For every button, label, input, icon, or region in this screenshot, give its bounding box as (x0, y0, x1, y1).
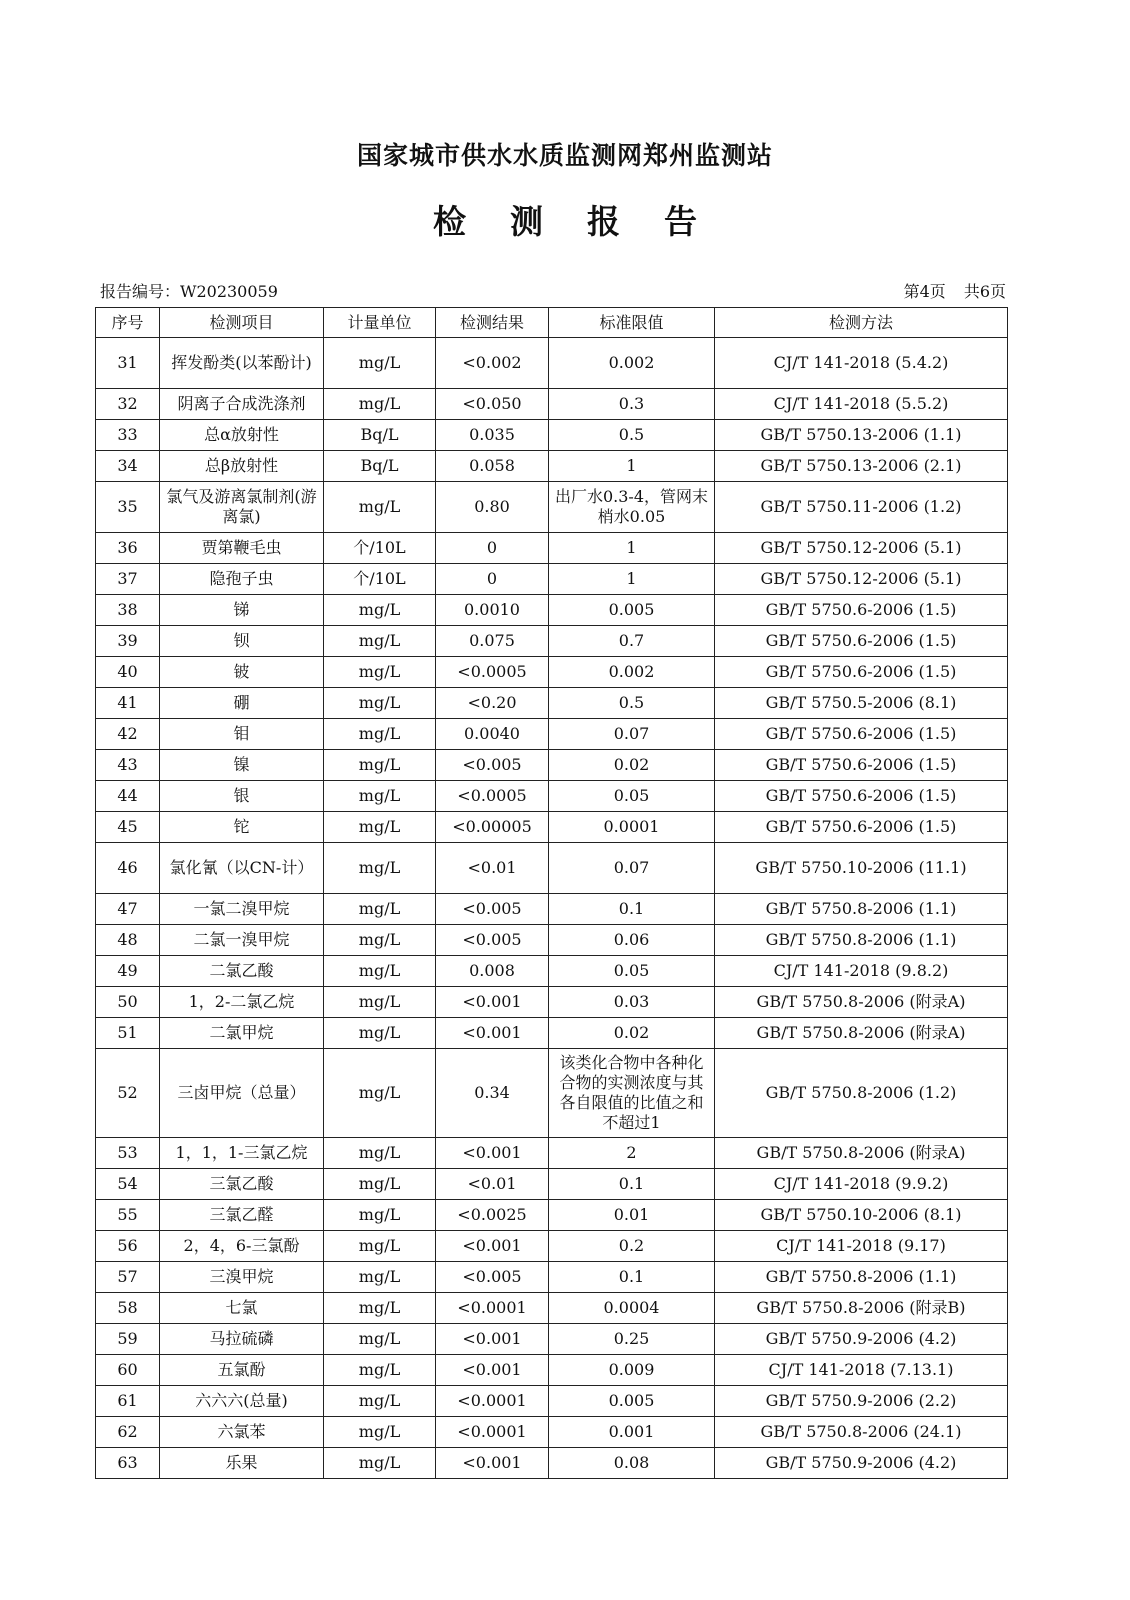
organization-title: 国家城市供水水质监测网郑州监测站 (356, 141, 773, 170)
cell-item: 六氯苯 (160, 1417, 324, 1448)
cell-no: 59 (96, 1324, 160, 1355)
cell-unit: mg/L (324, 1018, 436, 1049)
cell-unit: Bq/L (324, 420, 436, 451)
table-row (96, 688, 1008, 719)
cell-result: <0.00005 (436, 812, 549, 843)
cell-result: <0.005 (436, 925, 549, 956)
cell-result: 0.0010 (436, 595, 549, 626)
cell-unit: mg/L (324, 1262, 436, 1293)
cell-result: <0.005 (436, 894, 549, 925)
cell-unit: mg/L (324, 987, 436, 1018)
cell-item: 银 (160, 781, 324, 812)
cell-no: 39 (96, 626, 160, 657)
table-row (96, 482, 1008, 533)
table-row (96, 595, 1008, 626)
cell-result: 0.80 (436, 482, 549, 533)
cell-method: GB/T 5750.12-2006 (5.1) (715, 533, 1008, 564)
cell-result: <0.001 (436, 1355, 549, 1386)
cell-no: 32 (96, 389, 160, 420)
cell-method: GB/T 5750.9-2006 (4.2) (715, 1324, 1008, 1355)
cell-no: 40 (96, 657, 160, 688)
table-row (96, 843, 1008, 894)
cell-unit: mg/L (324, 1138, 436, 1169)
cell-method: GB/T 5750.9-2006 (4.2) (715, 1448, 1008, 1479)
cell-method: GB/T 5750.13-2006 (1.1) (715, 420, 1008, 451)
cell-item: 七氯 (160, 1293, 324, 1324)
cell-limit: 0.3 (549, 389, 715, 420)
cell-method: GB/T 5750.8-2006 (1.2) (715, 1049, 1008, 1138)
cell-unit: mg/L (324, 1049, 436, 1138)
cell-limit: 0.1 (549, 1262, 715, 1293)
report-title-char: 检 (433, 202, 466, 241)
cell-result: <0.0001 (436, 1386, 549, 1417)
table-row (96, 389, 1008, 420)
cell-result: <0.050 (436, 389, 549, 420)
table-row (96, 1386, 1008, 1417)
cell-limit: 0.5 (549, 420, 715, 451)
table-row (96, 1231, 1008, 1262)
cell-method: CJ/T 141-2018 (9.9.2) (715, 1169, 1008, 1200)
report-title-char: 告 (664, 202, 697, 241)
cell-unit: mg/L (324, 781, 436, 812)
cell-limit: 0.05 (549, 781, 715, 812)
cell-unit: mg/L (324, 482, 436, 533)
cell-method: GB/T 5750.11-2006 (1.2) (715, 482, 1008, 533)
cell-no: 54 (96, 1169, 160, 1200)
cell-method: GB/T 5750.6-2006 (1.5) (715, 719, 1008, 750)
table-row (96, 1448, 1008, 1479)
cell-item: 氯气及游离氯制剂(游离氯) (160, 482, 324, 533)
cell-result: 0.075 (436, 626, 549, 657)
table-header-row (96, 308, 1008, 338)
cell-unit: mg/L (324, 1200, 436, 1231)
cell-unit: mg/L (324, 750, 436, 781)
table-row (96, 626, 1008, 657)
cell-item: 五氯酚 (160, 1355, 324, 1386)
col-header-item: 检测项目 (160, 308, 324, 338)
table-row (96, 1018, 1008, 1049)
col-header-result: 检测结果 (436, 308, 549, 338)
cell-result: <0.001 (436, 1448, 549, 1479)
cell-item: 贾第鞭毛虫 (160, 533, 324, 564)
cell-no: 36 (96, 533, 160, 564)
cell-result: 0.34 (436, 1049, 549, 1138)
cell-limit: 0.02 (549, 1018, 715, 1049)
cell-item: 六六六(总量) (160, 1386, 324, 1417)
cell-method: GB/T 5750.8-2006 (附录A) (715, 1138, 1008, 1169)
cell-method: GB/T 5750.9-2006 (2.2) (715, 1386, 1008, 1417)
cell-item: 二氯一溴甲烷 (160, 925, 324, 956)
table-row (96, 1293, 1008, 1324)
cell-unit: mg/L (324, 1324, 436, 1355)
cell-method: GB/T 5750.6-2006 (1.5) (715, 781, 1008, 812)
cell-no: 61 (96, 1386, 160, 1417)
cell-unit: mg/L (324, 1169, 436, 1200)
cell-method: CJ/T 141-2018 (5.4.2) (715, 338, 1008, 389)
cell-result: 0 (436, 564, 549, 595)
cell-no: 46 (96, 843, 160, 894)
cell-method: GB/T 5750.12-2006 (5.1) (715, 564, 1008, 595)
cell-no: 49 (96, 956, 160, 987)
cell-item: 三溴甲烷 (160, 1262, 324, 1293)
cell-result: <0.0005 (436, 781, 549, 812)
cell-limit: 0.1 (549, 894, 715, 925)
col-header-unit: 计量单位 (324, 308, 436, 338)
cell-unit: mg/L (324, 843, 436, 894)
cell-result: <0.005 (436, 1262, 549, 1293)
cell-limit: 0.06 (549, 925, 715, 956)
cell-item: 阴离子合成洗涤剂 (160, 389, 324, 420)
page-indicator (886, 279, 1006, 302)
cell-item: 乐果 (160, 1448, 324, 1479)
col-header-method: 检测方法 (715, 308, 1008, 338)
cell-limit: 0.01 (549, 1200, 715, 1231)
cell-limit: 0.08 (549, 1448, 715, 1479)
table-row (96, 750, 1008, 781)
cell-unit: mg/L (324, 925, 436, 956)
table-row (96, 894, 1008, 925)
cell-no: 45 (96, 812, 160, 843)
report-number-value: W20230059 (180, 282, 278, 301)
cell-no: 47 (96, 894, 160, 925)
cell-limit: 0.1 (549, 1169, 715, 1200)
cell-method: GB/T 5750.10-2006 (11.1) (715, 843, 1008, 894)
cell-item: 总α放射性 (160, 420, 324, 451)
cell-item: 二氯甲烷 (160, 1018, 324, 1049)
report-title-char: 测 (510, 202, 543, 241)
cell-result: <0.005 (436, 750, 549, 781)
cell-unit: mg/L (324, 595, 436, 626)
cell-item: 1，1，1-三氯乙烷 (160, 1138, 324, 1169)
cell-item: 挥发酚类(以苯酚计) (160, 338, 324, 389)
cell-unit: mg/L (324, 1417, 436, 1448)
report-title-char: 报 (587, 202, 620, 241)
cell-result: 0.035 (436, 420, 549, 451)
cell-limit: 该类化合物中各种化合物的实测浓度与其各自限值的比值之和不超过1 (549, 1049, 715, 1138)
cell-result: 0.0040 (436, 719, 549, 750)
cell-limit: 0.002 (549, 657, 715, 688)
table-row (96, 925, 1008, 956)
cell-item: 总β放射性 (160, 451, 324, 482)
table-row (96, 338, 1008, 389)
cell-result: <0.01 (436, 843, 549, 894)
cell-no: 44 (96, 781, 160, 812)
cell-method: GB/T 5750.13-2006 (2.1) (715, 451, 1008, 482)
cell-limit: 0.25 (549, 1324, 715, 1355)
cell-method: GB/T 5750.8-2006 (1.1) (715, 894, 1008, 925)
cell-item: 一氯二溴甲烷 (160, 894, 324, 925)
cell-method: GB/T 5750.10-2006 (8.1) (715, 1200, 1008, 1231)
cell-method: GB/T 5750.6-2006 (1.5) (715, 657, 1008, 688)
cell-item: 锑 (160, 595, 324, 626)
cell-unit: mg/L (324, 1231, 436, 1262)
cell-result: <0.001 (436, 1138, 549, 1169)
cell-item: 2，4，6-三氯酚 (160, 1231, 324, 1262)
cell-method: GB/T 5750.6-2006 (1.5) (715, 626, 1008, 657)
table-row (96, 420, 1008, 451)
table-row (96, 1169, 1008, 1200)
cell-unit: mg/L (324, 1386, 436, 1417)
cell-no: 37 (96, 564, 160, 595)
cell-no: 57 (96, 1262, 160, 1293)
cell-unit: 个/10L (324, 564, 436, 595)
cell-limit: 0.05 (549, 956, 715, 987)
cell-result: <0.001 (436, 1324, 549, 1355)
cell-result: <0.001 (436, 1231, 549, 1262)
cell-method: GB/T 5750.8-2006 (附录B) (715, 1293, 1008, 1324)
cell-no: 35 (96, 482, 160, 533)
cell-no: 43 (96, 750, 160, 781)
cell-result: 0.058 (436, 451, 549, 482)
cell-limit: 1 (549, 451, 715, 482)
cell-method: GB/T 5750.5-2006 (8.1) (715, 688, 1008, 719)
cell-method: GB/T 5750.8-2006 (附录A) (715, 987, 1008, 1018)
cell-no: 51 (96, 1018, 160, 1049)
cell-no: 38 (96, 595, 160, 626)
table-row (96, 1355, 1008, 1386)
cell-unit: mg/L (324, 812, 436, 843)
cell-no: 33 (96, 420, 160, 451)
table-row (96, 1324, 1008, 1355)
cell-result: <0.0001 (436, 1417, 549, 1448)
cell-method: GB/T 5750.6-2006 (1.5) (715, 595, 1008, 626)
cell-no: 31 (96, 338, 160, 389)
cell-method: GB/T 5750.8-2006 (附录A) (715, 1018, 1008, 1049)
cell-no: 53 (96, 1138, 160, 1169)
cell-unit: mg/L (324, 956, 436, 987)
report-title (0, 196, 1130, 243)
table-row (96, 451, 1008, 482)
table-row (96, 812, 1008, 843)
cell-no: 48 (96, 925, 160, 956)
table-row (96, 1200, 1008, 1231)
cell-limit: 0.03 (549, 987, 715, 1018)
cell-method: CJ/T 141-2018 (9.8.2) (715, 956, 1008, 987)
cell-result: 0.008 (436, 956, 549, 987)
cell-limit: 0.009 (549, 1355, 715, 1386)
cell-limit: 2 (549, 1138, 715, 1169)
cell-result: <0.001 (436, 987, 549, 1018)
cell-item: 三卤甲烷（总量） (160, 1049, 324, 1138)
cell-limit: 0.2 (549, 1231, 715, 1262)
cell-item: 铊 (160, 812, 324, 843)
table-row (96, 781, 1008, 812)
cell-item: 二氯乙酸 (160, 956, 324, 987)
cell-item: 镍 (160, 750, 324, 781)
cell-unit: mg/L (324, 338, 436, 389)
cell-no: 63 (96, 1448, 160, 1479)
cell-limit: 0.07 (549, 843, 715, 894)
cell-no: 50 (96, 987, 160, 1018)
table-row (96, 1417, 1008, 1448)
results-table-body (96, 338, 1008, 1479)
cell-method: CJ/T 141-2018 (7.13.1) (715, 1355, 1008, 1386)
report-number (100, 279, 278, 302)
cell-no: 52 (96, 1049, 160, 1138)
cell-no: 34 (96, 451, 160, 482)
cell-result: <0.20 (436, 688, 549, 719)
cell-no: 58 (96, 1293, 160, 1324)
cell-limit: 0.5 (549, 688, 715, 719)
table-row (96, 657, 1008, 688)
table-row (96, 1138, 1008, 1169)
cell-method: CJ/T 141-2018 (9.17) (715, 1231, 1008, 1262)
cell-item: 钡 (160, 626, 324, 657)
col-header-limit: 标准限值 (549, 308, 715, 338)
cell-limit: 0.005 (549, 595, 715, 626)
cell-unit: mg/L (324, 626, 436, 657)
cell-no: 56 (96, 1231, 160, 1262)
table-row (96, 1049, 1008, 1138)
col-header-no: 序号 (96, 308, 160, 338)
cell-no: 62 (96, 1417, 160, 1448)
cell-unit: mg/L (324, 389, 436, 420)
table-row (96, 987, 1008, 1018)
cell-item: 钼 (160, 719, 324, 750)
cell-unit: mg/L (324, 688, 436, 719)
table-row (96, 1262, 1008, 1293)
cell-unit: mg/L (324, 1293, 436, 1324)
cell-method: GB/T 5750.8-2006 (1.1) (715, 925, 1008, 956)
cell-limit: 1 (549, 564, 715, 595)
cell-limit: 出厂水0.3-4，管网末梢水0.05 (549, 482, 715, 533)
cell-result: <0.01 (436, 1169, 549, 1200)
table-row (96, 564, 1008, 595)
cell-no: 42 (96, 719, 160, 750)
cell-unit: Bq/L (324, 451, 436, 482)
report-meta-row (100, 279, 1006, 301)
cell-limit: 0.0001 (549, 812, 715, 843)
cell-item: 铍 (160, 657, 324, 688)
table-row (96, 956, 1008, 987)
cell-result: <0.0025 (436, 1200, 549, 1231)
page-total: 共6页 (963, 282, 1006, 301)
cell-item: 三氯乙酸 (160, 1169, 324, 1200)
cell-unit: mg/L (324, 894, 436, 925)
page-current: 第4页 (903, 282, 946, 301)
cell-method: CJ/T 141-2018 (5.5.2) (715, 389, 1008, 420)
cell-method: GB/T 5750.6-2006 (1.5) (715, 750, 1008, 781)
cell-result: <0.0005 (436, 657, 549, 688)
report-number-label: 报告编号： (100, 282, 181, 301)
cell-unit: mg/L (324, 657, 436, 688)
cell-unit: mg/L (324, 1448, 436, 1479)
cell-item: 马拉硫磷 (160, 1324, 324, 1355)
cell-limit: 0.002 (549, 338, 715, 389)
cell-limit: 0.0004 (549, 1293, 715, 1324)
cell-limit: 0.07 (549, 719, 715, 750)
cell-result: <0.0001 (436, 1293, 549, 1324)
cell-unit: 个/10L (324, 533, 436, 564)
table-row (96, 719, 1008, 750)
cell-result: <0.002 (436, 338, 549, 389)
cell-no: 60 (96, 1355, 160, 1386)
cell-method: GB/T 5750.8-2006 (1.1) (715, 1262, 1008, 1293)
cell-limit: 0.005 (549, 1386, 715, 1417)
cell-no: 55 (96, 1200, 160, 1231)
cell-item: 氯化氰（以CN-计） (160, 843, 324, 894)
cell-item: 隐孢子虫 (160, 564, 324, 595)
cell-limit: 0.001 (549, 1417, 715, 1448)
cell-limit: 0.7 (549, 626, 715, 657)
cell-limit: 1 (549, 533, 715, 564)
cell-result: <0.001 (436, 1018, 549, 1049)
cell-item: 三氯乙醛 (160, 1200, 324, 1231)
results-table (95, 307, 1008, 1479)
cell-limit: 0.02 (549, 750, 715, 781)
cell-unit: mg/L (324, 719, 436, 750)
cell-item: 1，2-二氯乙烷 (160, 987, 324, 1018)
table-row (96, 533, 1008, 564)
cell-item: 硼 (160, 688, 324, 719)
cell-no: 41 (96, 688, 160, 719)
cell-method: GB/T 5750.8-2006 (24.1) (715, 1417, 1008, 1448)
cell-unit: mg/L (324, 1355, 436, 1386)
cell-result: 0 (436, 533, 549, 564)
cell-method: GB/T 5750.6-2006 (1.5) (715, 812, 1008, 843)
